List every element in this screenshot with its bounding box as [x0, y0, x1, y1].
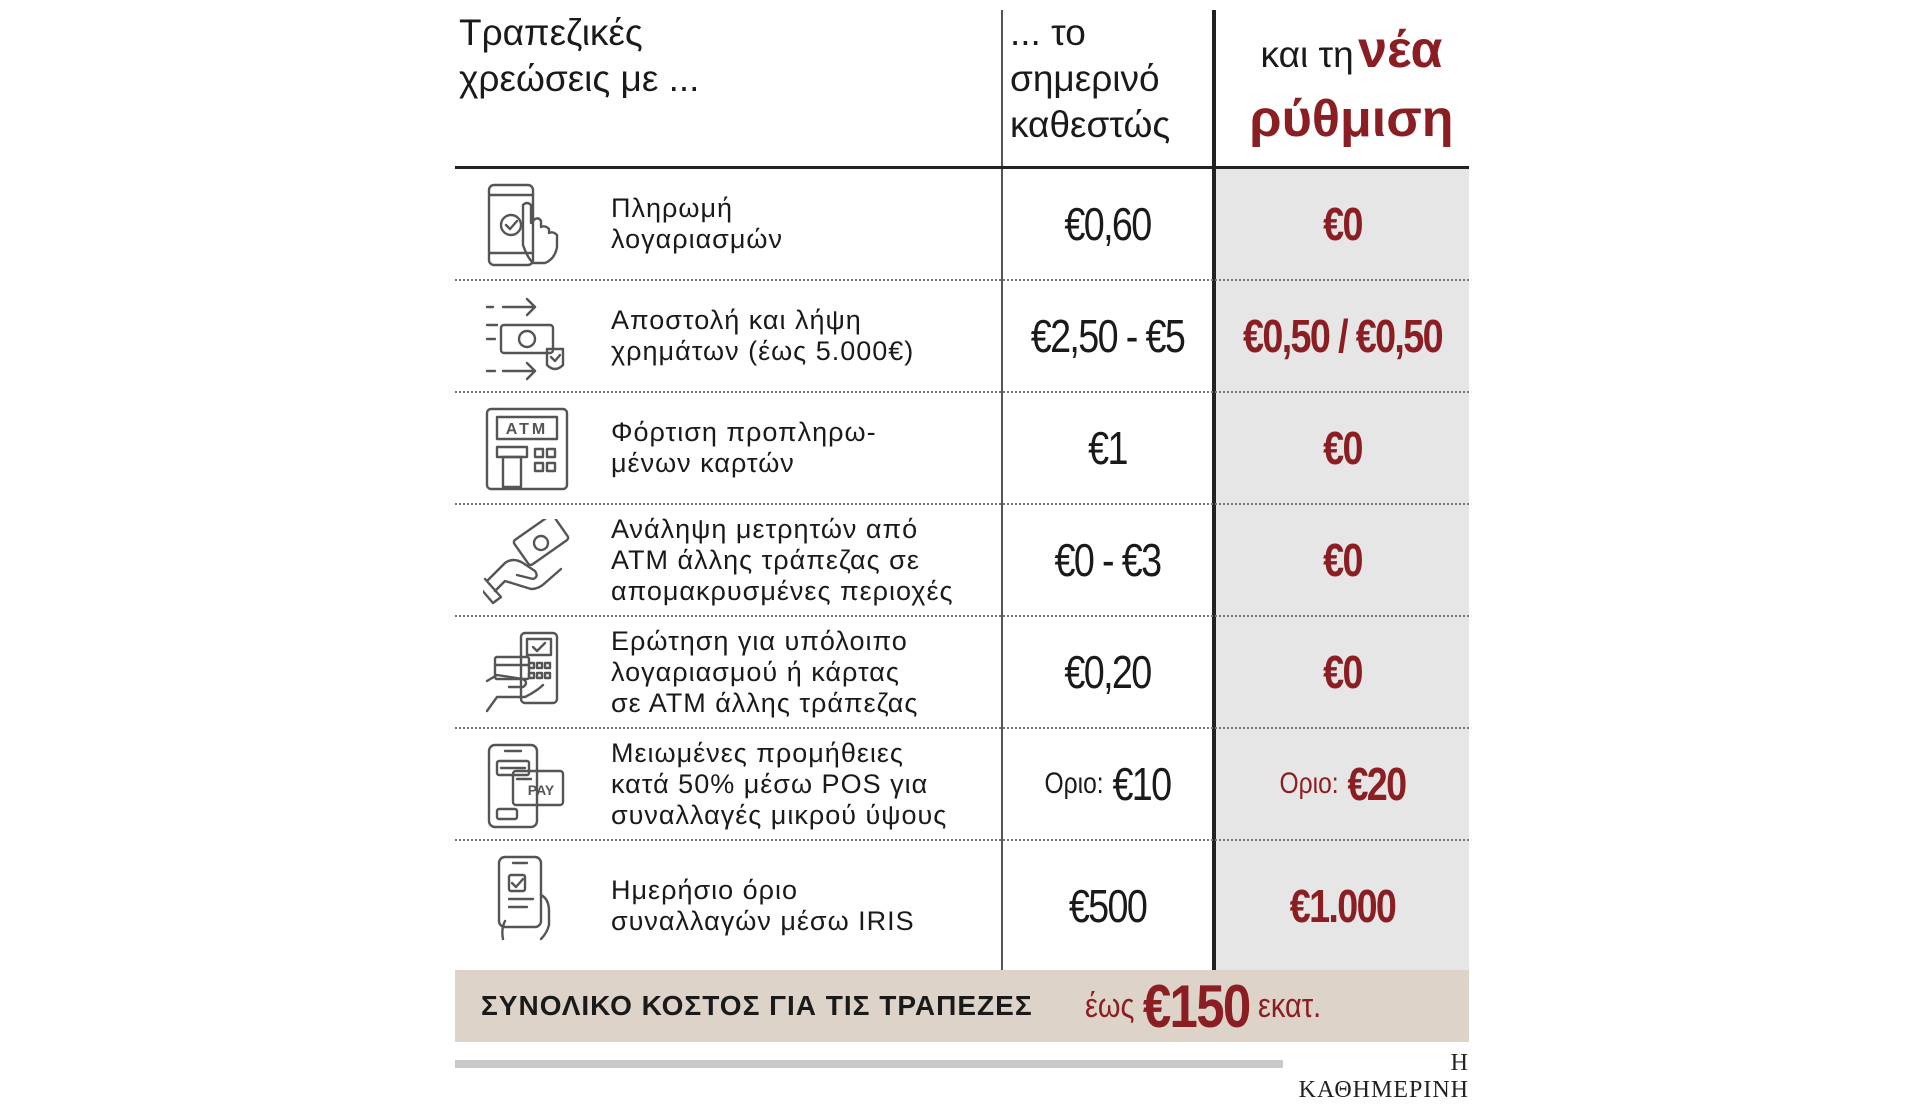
current-value: €1 — [1088, 422, 1127, 474]
bank-charges-infographic — [455, 0, 1475, 1103]
total-label: ΣΥΝΟΛΙΚΟ ΚΟΣΤΟΣ ΓΙΑ ΤΙΣ ΤΡΑΠΕΖΕΣ — [481, 990, 1033, 1021]
table-row — [455, 841, 1469, 970]
table-row — [455, 505, 1469, 617]
table-row — [455, 617, 1469, 729]
total-cost-band — [455, 970, 1469, 1042]
card-terminal-icon — [483, 631, 571, 717]
phone-tap-icon — [483, 183, 571, 269]
charges-table — [455, 169, 1469, 970]
row-label: Φόρτιση προπληρω- μένων καρτών — [611, 417, 877, 478]
current-value: €500 — [1068, 879, 1147, 932]
atm-icon — [483, 407, 571, 493]
row-label: Μειωμένες προμήθειες κατά 50% μέσω POS για συναλλαγές μικρού ύψους — [611, 737, 948, 830]
table-row — [455, 281, 1469, 393]
table-row — [455, 393, 1469, 505]
new-value: €0,50 / €0,50 — [1243, 310, 1442, 362]
money-transfer-icon — [483, 295, 571, 381]
header-charges: Τραπεζικές χρεώσεις με ... — [459, 12, 700, 99]
source-credit: Η ΚΑΘΗΜΕΡΙΝΗ — [1298, 1050, 1469, 1103]
current-value: €2,50 - €5 — [1030, 310, 1185, 362]
new-value: €0 — [1323, 198, 1362, 250]
row-label: Ανάληψη μετρητών από ΑΤΜ άλλης τράπεζας σε απομακρυσμένες περιοχές — [611, 513, 954, 606]
header-current: ... το σημερινό καθεστώς — [1010, 12, 1171, 145]
new-value: €0 — [1323, 534, 1362, 586]
new-value: Οριο: €20 — [1279, 758, 1406, 810]
current-value: €0,60 — [1064, 198, 1151, 250]
phone-pay-icon — [483, 743, 571, 829]
new-value: €1.000 — [1289, 879, 1396, 932]
table-row — [455, 169, 1469, 281]
total-value: έως €150 εκατ. — [1085, 972, 1322, 1040]
header-new: και τη νέα ρύθμιση — [1249, 21, 1454, 148]
current-value: Οριο: €10 — [1044, 758, 1171, 810]
row-label: Ερώτηση για υπόλοιπο λογαριασμού ή κάρτας σε ΑΤΜ άλλης τράπεζας — [611, 625, 919, 718]
cash-hand-icon — [483, 519, 571, 605]
phone-check-icon — [483, 855, 571, 941]
table-header — [455, 0, 1475, 168]
source-rule — [455, 1060, 1283, 1068]
current-value: €0 - €3 — [1054, 534, 1161, 586]
svg-text:ATM: ATM — [505, 421, 549, 438]
svg-text:PAY: PAY — [527, 782, 555, 798]
table-row — [455, 729, 1469, 841]
new-value: €0 — [1323, 422, 1362, 474]
row-label: Ημερήσιο όριο συναλλαγών μέσω IRIS — [611, 874, 915, 936]
new-value: €0 — [1323, 646, 1362, 698]
current-value: €0,20 — [1064, 646, 1151, 698]
row-label: Αποστολή και λήψη χρημάτων (έως 5.000€) — [611, 305, 915, 366]
row-label: Πληρωμή λογαριασμών — [611, 193, 783, 254]
